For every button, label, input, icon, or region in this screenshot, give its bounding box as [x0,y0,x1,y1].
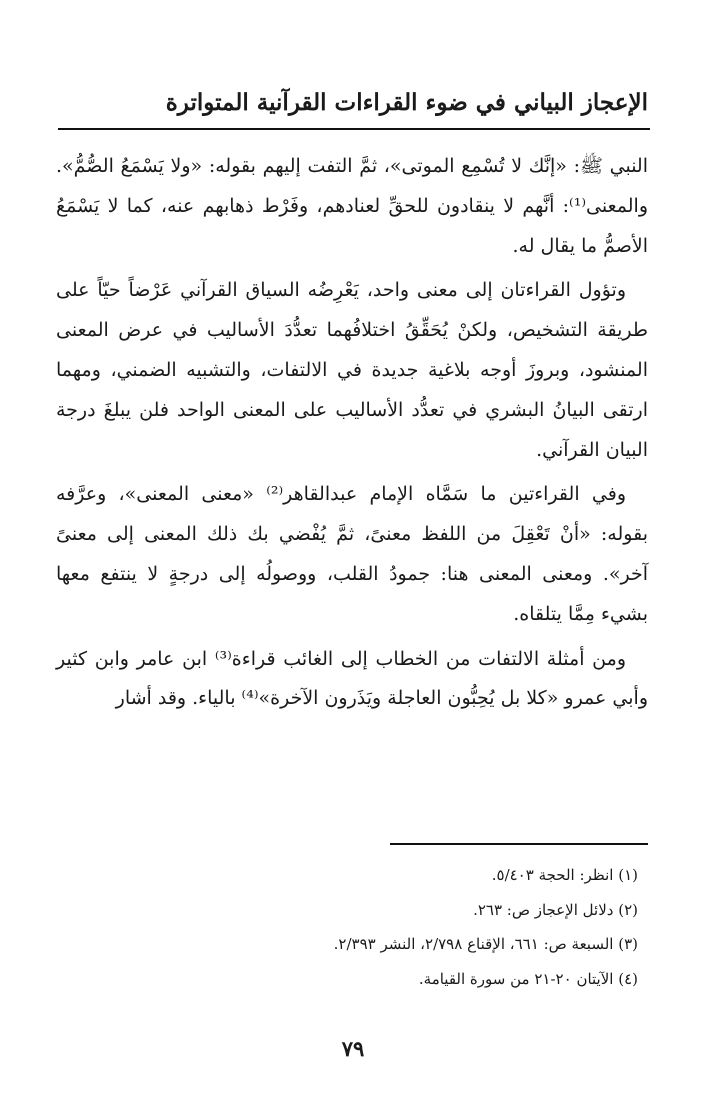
footnote-divider [390,843,648,845]
header-divider [58,128,650,130]
footnote-2: (٢) دلائل الإعجاز ص: ٢٦٣. [473,900,638,919]
paragraph-2: وتؤول القراءتان إلى معنى واحد، يَعْرِضُه السياق القرآني عَرْضاً حيّاً على طريقة التشخيص، ولكنْ يُحَقِّقُ اختلافُهما تعدُّدَ الأساليب في عرض المعنى المنشود، وبروزَ أوجه بلاغية جديدة في الالتفات، والتشبيه الضمني، ومهما ارتقى البيانُ البشري في تعدُّد الأساليب على المعنى الواحد فلن يبلغَ درجة البيان القرآني. [56,279,648,461]
running-header-title: الإعجاز البياني في ضوء القراءات القرآنية المتواترة [165,89,648,116]
page-number: ٧٩ [341,1036,365,1061]
footnote-3: (٣) السبعة ص: ٦٦١، الإقناع ٢/٧٩٨، النشر ٢/٣٩٣. [333,935,638,953]
footnote-4: (٤) الآيتان ٢٠-٢١ من سورة القيامة. [418,969,638,988]
paragraph-1: النبي ﷺ: «إنَّك لا تُسْمِع الموتى»، ثمَّ التفت إليهم بقوله: «ولا يَسْمَعُ الصُّمُّ». والمعنى⁽¹⁾: أنَّهم لا ينقادون للحقِّ لعنادهم، وفَرْط ذهابهم عنه، كما لا يَسْمَعُ الأصمُّ ما يقال له. [56,155,648,257]
paragraph-4: ومن أمثلة الالتفات من الخطاب إلى الغائب قراءة⁽³⁾ ابن عامر وابن كثير وأبي عمرو «كلا بل يُحِبُّون العاجلة ويَذَرون الآخرة»⁽⁴⁾ بالياء. وقد أشار [56,647,648,710]
main-text [56,147,648,719]
paragraph-3: وفي القراءتين ما سَمَّاه الإمام عبدالقاهر⁽²⁾ «معنى المعنى»، وعرَّفه بقوله: «أنْ تَعْقِلَ من اللفظ معنىً، ثمَّ يُفْضي بك ذلك المعنى إلى معنىً آخر». ومعنى المعنى هنا: جمودُ القلب، ووصولُه إلى درجةٍ لا ينتفع معها بشيء مِمَّا يتلقاه. [56,483,648,625]
footnotes [56,858,648,996]
footnote-1: (١) انظر: الحجة ٥/٤٠٣. [491,866,638,884]
